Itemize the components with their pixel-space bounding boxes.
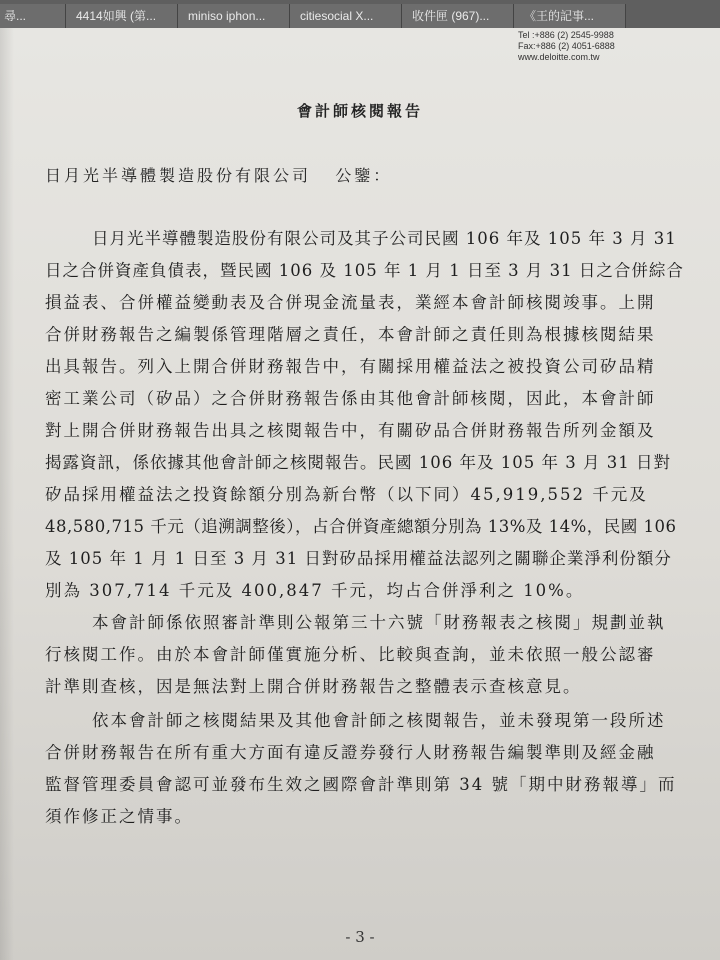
body-line: 損益表、合併權益變動表及合併現金流量表，業經本會計師核閱竣事。上開 (45, 293, 656, 312)
body-line: 本會計師係依照審計準則公報第三十六號「財務報表之核閱」規劃並執 (92, 613, 666, 632)
body-line: 出具報告。列入上開合併財務報告中，有關採用權益法之被投資公司矽品精 (45, 357, 656, 376)
body-line: 依本會計師之核閱結果及其他會計師之核閱報告，並未發現第一段所述 (92, 711, 666, 730)
contact-block (518, 30, 615, 63)
body-line: 計準則查核，因是無法對上開合併財務報告之整體表示查核意見。 (45, 677, 582, 696)
body-line: 別為 307,714 千元及 400,847 千元，均占合併淨利之 10%。 (45, 581, 585, 600)
browser-tab-strip (0, 0, 720, 28)
body-line: 日之合併資產負債表，暨民國 106 及 105 年 1 月 1 日至 3 月 31 日之合併綜合 (45, 261, 684, 280)
body-line: 行核閱工作。由於本會計師僅實施分析、比較與查詢，並未依照一般公認審 (45, 645, 656, 664)
report-addressee: 日月光半導體製造股份有限公司 公鑒： (45, 166, 393, 185)
body-line: 揭露資訊，係依據其他會計師之核閱報告。民國 106 年及 105 年 3 月 31 日對 (45, 453, 671, 472)
body-line: 對上開合併財務報告出具之核閱報告中，有關矽品合併財務報告所列金額及 (45, 421, 656, 440)
browser-tab[interactable]: 收件匣 (967)... (402, 4, 514, 28)
body-line: 日月光半導體製造股份有限公司及其子公司民國 106 年及 105 年 3 月 31 (92, 229, 677, 248)
body-line: 合併財務報告在所有重大方面有違反證券發行人財務報告編製準則及經金融 (45, 743, 656, 762)
contact-tel: Tel :+886 (2) 2545-9988 (518, 30, 614, 40)
browser-tab[interactable]: miniso iphon... (178, 4, 290, 28)
body-line: 合併財務報告之編製係管理階層之責任，本會計師之責任則為根據核閱結果 (45, 325, 656, 344)
body-line: 及 105 年 1 月 1 日至 3 月 31 日對矽品採用權益法認列之關聯企業淨利份額分 (45, 549, 672, 568)
body-line: 矽品採用權益法之投資餘額分別為新台幣（以下同）45,919,552 千元及 (45, 485, 648, 504)
body-line: 48,580,715 千元（追溯調整後），占合併資產總額分別為 13%及 14%，民國 106 (45, 517, 677, 536)
body-line: 須作修正之情事。 (45, 807, 193, 826)
page-shadow (0, 28, 14, 960)
page-number: - 3 - (345, 928, 375, 946)
contact-fax: Fax:+886 (2) 4051-6888 (518, 41, 615, 51)
browser-tab[interactable]: 《王的記事... (514, 4, 626, 28)
document-page (0, 28, 720, 960)
report-title: 會計師核閱報告 (296, 102, 423, 120)
browser-tab[interactable]: citiesocial X... (290, 4, 402, 28)
contact-web: www.deloitte.com.tw (518, 52, 600, 62)
browser-tab[interactable]: 尋... (0, 4, 66, 28)
body-line: 密工業公司（矽品）之合併財務報告係由其他會計師核閱，因此，本會計師 (45, 389, 656, 408)
browser-tab[interactable]: 4414如興 (第... (66, 4, 178, 28)
body-line: 監督管理委員會認可並發布生效之國際會計準則第 34 號「期中財務報導」而 (45, 775, 677, 794)
